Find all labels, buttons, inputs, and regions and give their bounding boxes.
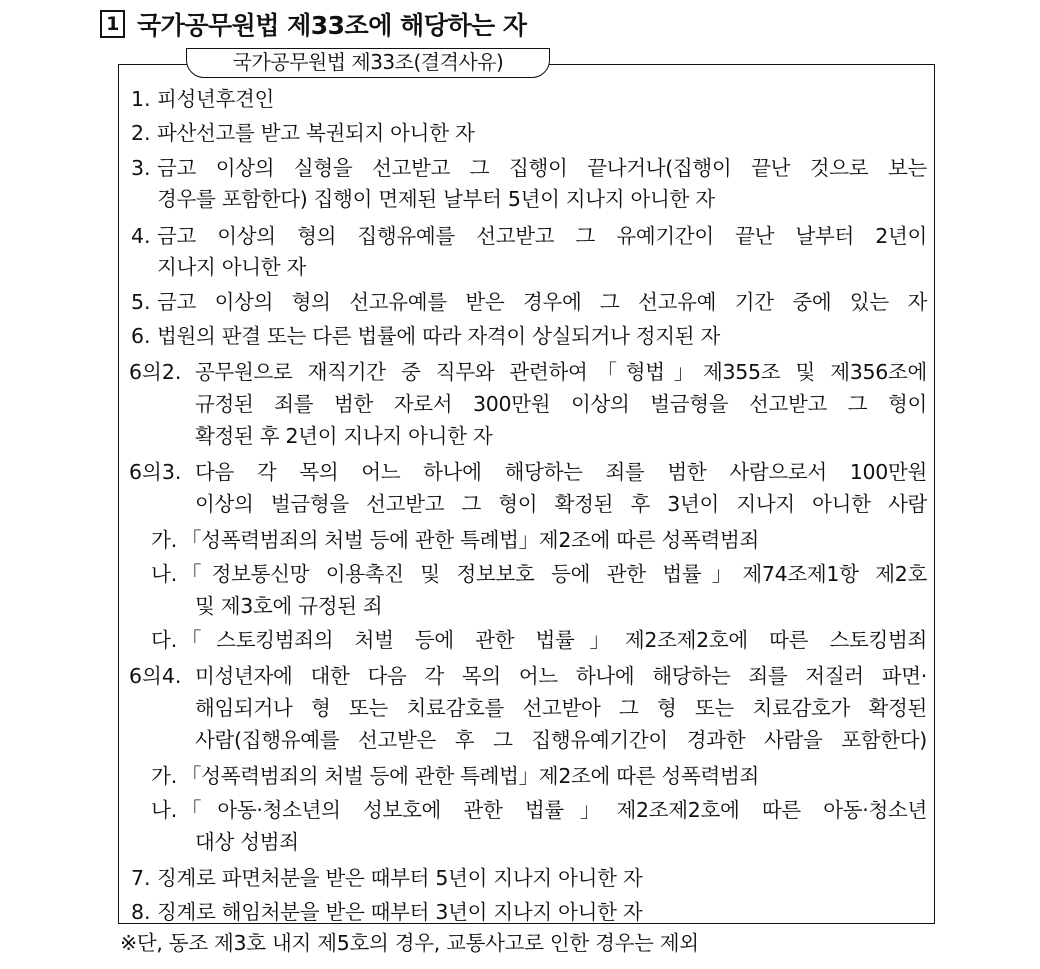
- item-marker: 6의3.: [129, 460, 182, 484]
- subitem-marker: 나.: [151, 562, 178, 586]
- item-line: 금고 이상의 형의 선고유예를 받은 경우에 그 선고유예 기간 중에 있는 자: [157, 290, 927, 314]
- subitem-marker: 다.: [151, 628, 178, 652]
- item-marker: 7.: [131, 866, 151, 890]
- section-heading: [100, 6, 527, 42]
- item-line: 및 제3호에 규정된 죄: [195, 594, 383, 618]
- item-line: 사람(집행유예를 선고받은 후 그 집행유예기간이 경과한 사람을 포함한다): [195, 728, 927, 752]
- subitem-marker: 가.: [151, 764, 178, 788]
- item-line: 해임되거나 형 또는 치료감호를 선고받아 그 형 또는 치료감호가 확정된: [195, 696, 927, 720]
- item-line: 「정보통신망 이용촉진 및 정보보호 등에 관한 법률」제74조제1항 제2호: [181, 562, 927, 586]
- item-marker: 3.: [131, 156, 151, 180]
- footnote: ※단, 동조 제3호 내지 제5호의 경우, 교통사고로 인한 경우는 제외: [120, 931, 699, 955]
- item-marker: 6.: [131, 324, 151, 348]
- law-text-box: [118, 64, 935, 924]
- item-line: 「성폭력범죄의 처벌 등에 관한 특례법」제2조에 따른 성폭력범죄: [181, 528, 760, 552]
- item-line: 금고 이상의 실형을 선고받고 그 집행이 끝나거나(집행이 끝난 것으로 보는: [157, 156, 927, 180]
- item-line: 징계로 파면처분을 받은 때부터 5년이 지나지 아니한 자: [157, 866, 643, 890]
- item-line: 공무원으로 재직기간 중 직무와 관련하여「형법」제355조 및 제356조에: [195, 360, 927, 384]
- subitem-marker: 나.: [151, 798, 178, 822]
- item-marker: 8.: [131, 900, 151, 924]
- item-line: 미성년자에 대한 다음 각 목의 어느 하나에 해당하는 죄를 저질러 파면·: [195, 664, 927, 688]
- item-line: 규정된 죄를 범한 자로서 300만원 이상의 벌금형을 선고받고 그 형이: [195, 392, 927, 416]
- item-marker: 5.: [131, 290, 151, 314]
- section-number-box: 1: [100, 10, 125, 38]
- item-marker: 6의2.: [129, 360, 182, 384]
- item-line: 징계로 해임처분을 받은 때부터 3년이 지나지 아니한 자: [157, 900, 643, 924]
- item-line: 금고 이상의 형의 집행유예를 선고받고 그 유예기간이 끝난 날부터 2년이: [157, 224, 927, 248]
- item-marker: 6의4.: [129, 664, 182, 688]
- box-title-label: 국가공무원법 제33조(결격사유): [186, 48, 550, 78]
- item-marker: 4.: [131, 224, 151, 248]
- item-line: 다음 각 목의 어느 하나에 해당하는 죄를 범한 사람으로서 100만원: [195, 460, 927, 484]
- subitem-marker: 가.: [151, 528, 178, 552]
- item-line: 파산선고를 받고 복권되지 아니한 자: [157, 121, 475, 145]
- item-line: 이상의 벌금형을 선고받고 그 형이 확정된 후 3년이 지나지 아니한 사람: [195, 492, 927, 516]
- item-line: 확정된 후 2년이 지나지 아니한 자: [195, 424, 493, 448]
- item-line: 「스토킹범죄의 처벌 등에 관한 법률」제2조제2호에 따른 스토킹범죄: [181, 628, 927, 652]
- section-heading-text: 국가공무원법 제33조에 해당하는 자: [137, 11, 527, 40]
- item-line: 경우를 포함한다) 집행이 면제된 날부터 5년이 지나지 아니한 자: [157, 187, 715, 211]
- item-marker: 2.: [131, 121, 151, 145]
- item-line: 「아동·청소년의 성보호에 관한 법률」제2조제2호에 따른 아동·청소년: [181, 798, 927, 822]
- item-line: 법원의 판결 또는 다른 법률에 따라 자격이 상실되거나 정지된 자: [157, 324, 721, 348]
- item-line: 대상 성범죄: [195, 830, 299, 854]
- item-marker: 1.: [131, 87, 151, 111]
- item-line: 지나지 아니한 자: [157, 255, 306, 279]
- item-line: 피성년후견인: [157, 87, 275, 111]
- item-line: 「성폭력범죄의 처벌 등에 관한 특례법」제2조에 따른 성폭력범죄: [181, 764, 760, 788]
